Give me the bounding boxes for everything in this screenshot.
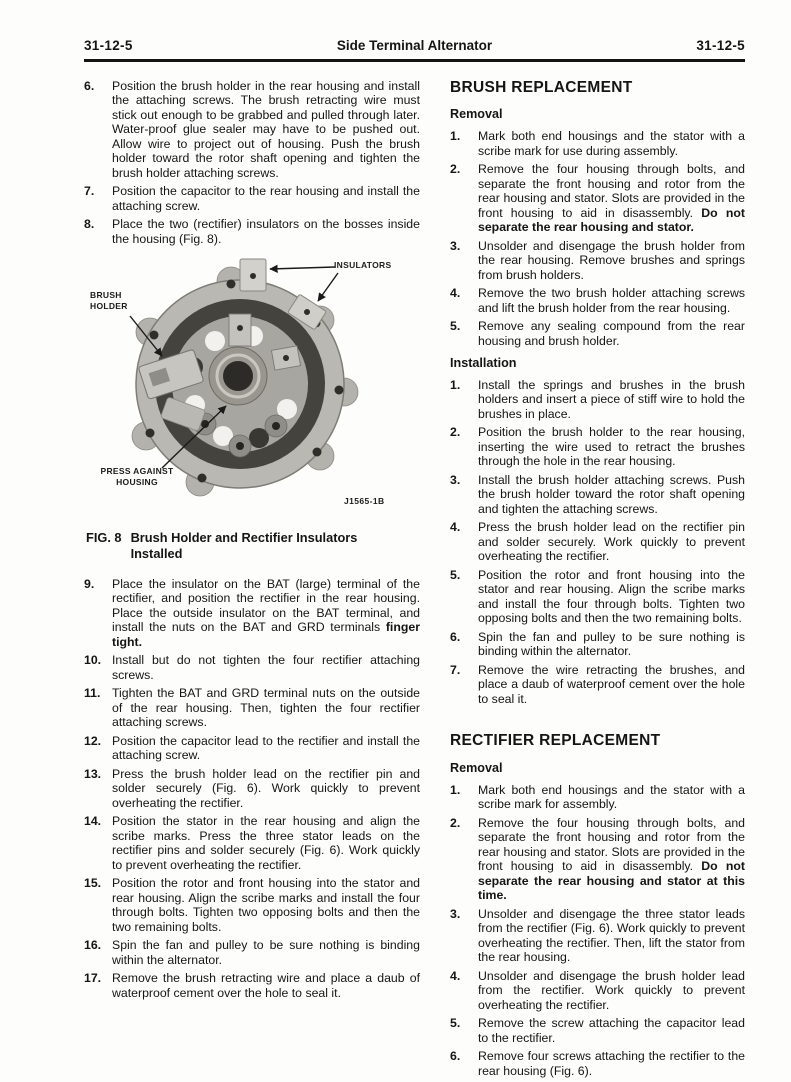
right-column: [450, 79, 745, 1082]
numbered-step: [450, 319, 745, 348]
numbered-step: [84, 971, 420, 1000]
numbered-step: [84, 217, 420, 246]
step-text: Tighten the BAT and GRD terminal nuts on the outside of the rear housing. Then, tighten the four rectifier attaching screws.: [112, 686, 420, 730]
step-text: Position the rotor and front housing into the stator and rear housing. Align the scribe marks and install the four through bolts. Tighten two opposing bolts and then the two remaining bolts.: [478, 567, 745, 626]
brush-removal-steps: [450, 129, 745, 348]
step-number: 7.: [450, 662, 461, 677]
numbered-step: [450, 663, 745, 707]
steps-9-to-17: [84, 577, 420, 1001]
step-number: 11.: [84, 686, 101, 701]
step-number: 3.: [450, 238, 461, 253]
section-heading-brush-replacement: BRUSH REPLACEMENT: [450, 78, 633, 96]
brush-installation-steps: [450, 378, 745, 707]
step-number: 6.: [450, 1049, 461, 1064]
page-header: [84, 38, 745, 62]
step-number: 17.: [84, 971, 102, 986]
step-text: Place the insulator on the BAT (large) terminal of the rectifier, and position the rectifier in the rear housing. Place the outside insulator on the BAT terminal, and install the nuts on the BAT and GRD terminals finger tight.: [112, 576, 420, 649]
step-text: Remove the four housing through bolts, and separate the front housing and rotor from the rear housing and stator. Slots are provided in the front housing to aid in disassembly. Do not separate the rear housing and stator at this time.: [478, 815, 745, 903]
numbered-step: [450, 969, 745, 1013]
step-text: Remove four screws attaching the rectifier to the rear housing (Fig. 6).: [478, 1049, 745, 1078]
numbered-step: [450, 520, 745, 564]
numbered-step: [450, 630, 745, 659]
step-text: Position the stator in the rear housing and align the scribe marks. Press the three stator leads on the rectifier pins and solder securely (Fig. 6). Work quickly to prevent overheating the rectifier.: [112, 814, 420, 872]
numbered-step: [450, 162, 745, 235]
steps-6-to-8: [84, 79, 420, 247]
numbered-step: [84, 814, 420, 872]
figure-caption-text: Brush Holder and Rectifier Insulators Installed: [130, 530, 358, 561]
step-text: Unsolder and disengage the three stator leads from the rectifier (Fig. 6). Work quickly to prevent overheating the rectifier. Then, lift the stator from the rear housing.: [478, 906, 745, 965]
page-number-left: 31-12-5: [84, 38, 133, 53]
step-text: Position the rotor and front housing into the stator and rear housing. Align the scribe marks and install the four through bolts. Tighten two opposing bolts and then the two remaining bolts.: [112, 876, 420, 934]
subheading-rectifier-removal: Removal: [450, 760, 503, 775]
step-text: Install the brush holder attaching screws. Push the brush holder toward the rotor shaft opening and tighten the attaching screws.: [478, 472, 745, 516]
step-text: Remove the screw attaching the capacitor lead to the rectifier.: [478, 1016, 745, 1045]
step-number: 1.: [450, 377, 461, 392]
figure-caption-number: FIG. 8: [86, 530, 122, 546]
numbered-step: [450, 907, 745, 965]
numbered-step: [450, 568, 745, 626]
step-number: 1.: [450, 782, 461, 797]
numbered-step: [84, 876, 420, 934]
numbered-step: [450, 473, 745, 517]
page-title: Side Terminal Alternator: [336, 38, 493, 53]
step-number: 4.: [450, 286, 461, 301]
step-text: Position the capacitor to the rear housing and install the attaching screw.: [112, 184, 420, 213]
step-number: 9.: [84, 576, 95, 591]
numbered-step: [450, 286, 745, 315]
step-number: 2.: [450, 815, 461, 830]
step-text: Spin the fan and pulley to be sure nothing is binding within the alternator.: [112, 938, 420, 967]
rectifier-removal-steps: [450, 783, 745, 1079]
numbered-step: [450, 378, 745, 422]
step-text: Press the brush holder lead on the rectifier pin and solder securely. Work quickly to prevent overheating the rectifier.: [478, 520, 745, 564]
numbered-step: [450, 239, 745, 283]
figure-label-press-against-housing: PRESS AGAINST HOUSING: [100, 466, 174, 488]
numbered-step: [450, 129, 745, 158]
step-number: 5.: [450, 567, 461, 582]
step-text: Position the brush holder in the rear housing and install the attaching screws. The brush retracting wire must stick out enough to be grabbed and pulled through later. Water-proof glue sealer may have to be pushed out. Allow wire to project out of housing. Push the brush holder toward the rotor shaft opening and tighten the brush holder attaching screws.: [112, 78, 420, 180]
subheading-brush-removal: Removal: [450, 107, 503, 122]
step-text: Remove the brush retracting wire and place a daub of waterproof cement over the hole to seal it.: [112, 971, 420, 1000]
step-text: Position the brush holder to the rear housing, inserting the wire used to retract the brushes through the hole in the rear housing.: [478, 425, 745, 469]
step-text: Press the brush holder lead on the rectifier pin and solder securely (Fig. 6). Work quickly to prevent overheating the rectifier.: [112, 766, 420, 810]
step-number: 5.: [450, 1016, 461, 1031]
figure-label-insulators: INSULATORS: [334, 260, 392, 271]
step-text: Install the springs and brushes in the brush holders and insert a piece of stiff wire to hold the brushes in place.: [478, 377, 745, 421]
step-text: Position the capacitor lead to the rectifier and install the attaching screw.: [112, 733, 420, 763]
step-number: 5.: [450, 319, 461, 334]
step-text: Install but do not tighten the four rectifier attaching screws.: [112, 653, 420, 682]
step-number: 7.: [84, 184, 95, 199]
step-text: Remove the four housing through bolts, and separate the front housing and rotor from the rear housing and stator. Slots are provided in the front housing to aid in disassembly. Do not separate the rear housing and stator.: [478, 162, 745, 235]
numbered-step: [450, 816, 745, 903]
figure-photo-id: J1565-1B: [344, 496, 385, 507]
step-number: 2.: [450, 425, 461, 440]
step-number: 8.: [84, 217, 95, 232]
numbered-step: [84, 653, 420, 682]
step-number: 14.: [84, 814, 102, 829]
numbered-step: [84, 938, 420, 967]
step-number: 4.: [450, 520, 461, 535]
figure-label-brush-holder: BRUSH HOLDER: [90, 290, 128, 312]
step-text: Unsolder and disengage the brush holder lead from the rectifier. Work quickly to prevent overheating the rectifier.: [478, 968, 745, 1012]
step-number: 10.: [84, 653, 102, 668]
step-number: 6.: [450, 629, 461, 644]
step-text: Remove the two brush holder attaching screws and lift the brush holder from the rear housing.: [478, 286, 745, 315]
numbered-step: [450, 1049, 745, 1078]
step-number: 16.: [84, 938, 102, 953]
numbered-step: [450, 783, 745, 812]
section-heading-rectifier-replacement: RECTIFIER REPLACEMENT: [450, 732, 661, 750]
step-text: Unsolder and disengage the brush holder from the rear housing. Remove brushes and springs from brush holders.: [478, 238, 745, 282]
step-number: 3.: [450, 906, 461, 921]
numbered-step: [84, 686, 420, 730]
step-text: Remove any sealing compound from the rear housing and brush holder.: [478, 319, 745, 348]
figure-caption: [86, 530, 420, 560]
step-number: 15.: [84, 876, 102, 891]
step-text: Spin the fan and pulley to be sure nothing is binding within the alternator.: [478, 629, 745, 659]
numbered-step: [450, 425, 745, 469]
numbered-step: [84, 184, 420, 213]
step-number: 13.: [84, 766, 102, 781]
numbered-step: [450, 1016, 745, 1045]
step-number: 4.: [450, 968, 461, 983]
page-number-right: 31-12-5: [696, 38, 745, 53]
numbered-step: [84, 79, 420, 181]
step-number: 3.: [450, 472, 461, 487]
step-number: 6.: [84, 78, 95, 93]
two-column-body: [84, 79, 745, 1082]
step-text: Remove the wire retracting the brushes, and place a daub of waterproof cement over the hole to seal it.: [478, 662, 745, 706]
step-number: 2.: [450, 162, 461, 177]
step-text: Place the two (rectifier) insulators on the bosses inside the housing (Fig. 8).: [112, 217, 420, 246]
figure-8-photo: [88, 254, 418, 522]
numbered-step: [84, 767, 420, 811]
numbered-step: [84, 734, 420, 763]
step-number: 12.: [84, 733, 102, 748]
subheading-brush-installation: Installation: [450, 356, 517, 371]
left-column: [84, 79, 420, 1082]
step-text: Mark both end housings and the stator with a scribe mark for use during assembly.: [478, 129, 745, 158]
numbered-step: [84, 577, 420, 650]
step-number: 1.: [450, 129, 461, 144]
step-text: Mark both end housings and the stator with a scribe mark for assembly.: [478, 782, 745, 812]
